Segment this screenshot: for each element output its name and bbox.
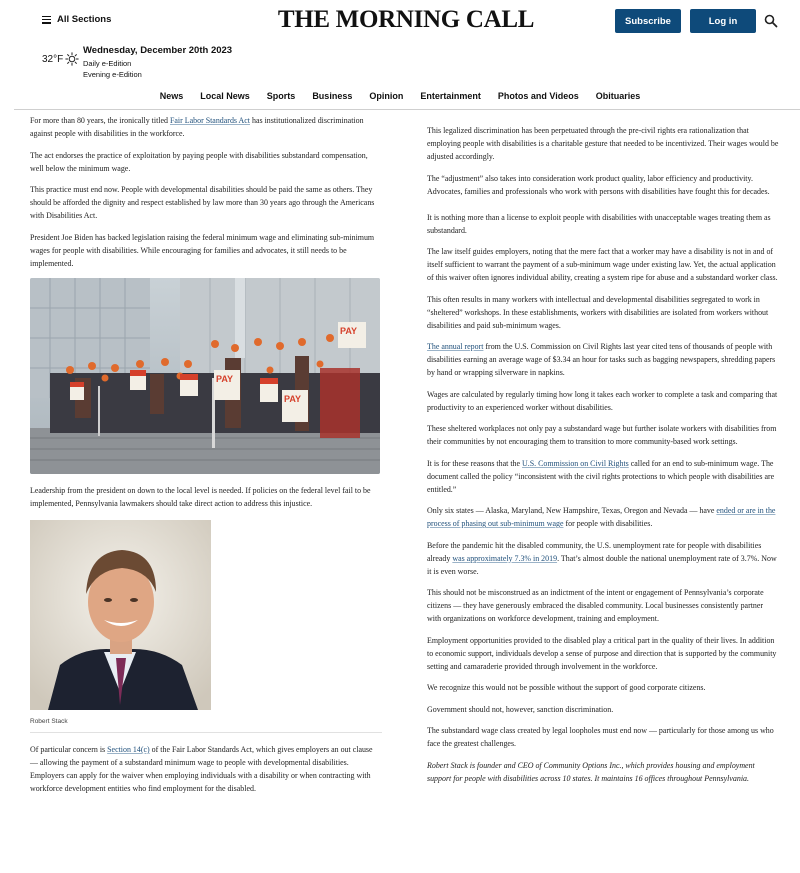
nav-sports[interactable]: Sports <box>266 91 296 101</box>
paragraph: Government should not, however, sanction discrimination. <box>427 704 614 714</box>
nav-photos-and-videos[interactable]: Photos and Videos <box>497 91 579 101</box>
paragraph: This legalized discrimination has been perpetuated through the pre-civil rights era rationalization that employing people with disabilities is a charitable gesture that needed to be incentivized. Their wages would be adjusted accordingly. <box>427 126 779 161</box>
fair-labor-standards-act-link[interactable]: Fair Labor Standards Act <box>169 116 251 125</box>
current-date: Wednesday, December 20th 2023 <box>83 45 233 56</box>
nav-entertainment[interactable]: Entertainment <box>420 91 481 101</box>
search-icon[interactable] <box>764 14 778 28</box>
paragraph: Before the pandemic hit the disabled community, the U.S. unemployment rate for people with disabilities already was approximately 7.3% in 2019. That’s almost double the national unemployment rate of 3.7%. Now it is even worse. <box>427 540 777 576</box>
paragraph: President Joe Biden has backed legislation raising the federal minimum wage and eliminating sub-minimum wages for people with disabilities. While encouraging for families and advocates, it still needs to be implemented. <box>30 232 375 268</box>
sun-icon <box>65 52 79 66</box>
paragraph: Only six states — Alaska, Maryland, New Hampshire, Texas, Oregon and Nevada — have ended or are in the process of phasing out sub-minimum wage for people with disabilities. <box>427 506 776 528</box>
all-sections-menu[interactable] <box>42 14 111 25</box>
phasing-out-link[interactable]: ended or are in the process of phasing out sub-minimum wage <box>427 506 776 528</box>
paragraph: This should not be misconstrued as an indictment of the intent or engagement of Pennsylvania’s corporate citizens — they have generously embraced the disabled community. Local businesses consistently partner with organizations on workforce development, training and employment. <box>427 588 764 623</box>
paragraph: We recognize this would not be possible without the support of good corporate citizens. <box>427 683 706 692</box>
daily-e-edition-link[interactable]: Daily e-Edition <box>83 59 132 68</box>
nav-business[interactable]: Business <box>312 91 353 101</box>
header-divider <box>14 109 800 110</box>
all-sections-label: All Sections <box>57 14 112 25</box>
author-bio: Robert Stack is founder and CEO of Community Options Inc., which provides housing and employment support for people with disabilities across 10 states. It maintains 16 offices throughout Pennsylvania. <box>427 760 755 783</box>
paragraph: It is for these reasons that the U.S. Commission on Civil Rights called for an end to sub-minimum wage. The document called the policy “inconsistent with the civil rights protections to which people with disabilities are entitled.” <box>427 458 775 494</box>
paragraph: Of particular concern is Section 14(c) of the Fair Labor Standards Act, which gives employers an out clause — allowing the payment of a substandard minimum wage to people with developmental disabilities. Employers can apply for the waiver when employing individuals with a disability or when contracting with workforce development entities who find employment for the disabled. <box>30 745 373 793</box>
nav-news[interactable]: News <box>159 91 184 101</box>
paragraph: The annual report from the U.S. Commission on Civil Rights last year cited tens of thousands of people with disabilities earning an average wage of $3.34 an hour for tasks such as bagging newspapers, shredding papers by hand or wrapping silverware in napkins. <box>427 342 776 377</box>
protest-sign-text: PAY <box>340 326 358 336</box>
paragraph: This practice must end now. People with developmental disabilities should be paid the same as others. They should be afforded the dignity and respect established by law more than 30 years ago through the Americans with Disabilities Act. <box>30 185 375 220</box>
annual-report-link[interactable]: The annual report <box>427 342 484 351</box>
article-column-left <box>30 114 382 804</box>
hamburger-icon <box>42 16 51 24</box>
nav-opinion[interactable]: Opinion <box>369 91 404 101</box>
login-button[interactable]: Log in <box>690 9 756 33</box>
civil-rights-commission-link[interactable]: U.S. Commission on Civil Rights <box>522 458 629 468</box>
paragraph: Wages are calculated by regularly timing how long it takes each worker to complete a task and comparing that productivity to an experienced worker without disabilities. <box>427 389 778 412</box>
paragraph: The act endorses the practice of exploitation by paying people with disabilities substandard compensation, well below the minimum wage. <box>30 150 368 173</box>
nav-obituaries[interactable]: Obituaries <box>595 91 641 101</box>
weather-widget <box>42 52 79 66</box>
paragraph: This often results in many workers with intellectual and developmental disabilities segregated to work in “sheltered” workshops. In these establishments, workers with disabilities are isolated from workers without disabilities and paid sub-minimum wages. <box>427 294 769 330</box>
nav-local-news[interactable]: Local News <box>200 91 250 101</box>
paragraph: Leadership from the president on down to the local level is needed. If policies on the federal level fail to be implemented, Pennsylvania lawmakers should take direct action to address this injustice. <box>30 486 371 508</box>
paragraph: The law itself guides employers, noting that the mere fact that a worker may have a disability is not in and of itself sufficient to warrant the payment of a sub-minimum wage under existing law. Yet, the actual application of this waiver often ignores individual ability, creating a system ripe for abuse and a substandard worker class. <box>427 247 778 282</box>
main-nav <box>0 91 800 101</box>
temperature: 32°F <box>42 53 64 65</box>
protest-photo[interactable] <box>30 278 380 474</box>
paragraph: It is nothing more than a license to exploit people with disabilities with unacceptable wages treating them as substandard. <box>427 212 771 235</box>
section-14c-link[interactable]: Section 14(c) <box>107 745 150 754</box>
portrait-caption: Robert Stack <box>30 718 382 733</box>
paragraph: The “adjustment” also takes into consideration work product quality, labor efficiency and productivity. Advocates, families and professionals who work with persons with disabilities have fought this for decades. <box>427 173 770 196</box>
subscribe-button[interactable]: Subscribe <box>615 9 681 33</box>
author-portrait[interactable] <box>30 520 211 710</box>
evening-e-edition-link[interactable]: Evening e-Edition <box>83 70 142 79</box>
date-edition-block <box>83 45 232 79</box>
protest-sign-text: PAY <box>284 394 302 404</box>
paragraph: The substandard wage class created by legal loopholes must end now — particularly for those among us who face the greatest challenges. <box>427 726 774 748</box>
paragraph: These sheltered workplaces not only pay a substandard wage but further isolate workers with disabilities from their communities by not encouraging them to transition to more community-based work settings. <box>427 424 777 446</box>
article-column-right <box>427 124 779 793</box>
paragraph: Employment opportunities provided to the disabled play a critical part in the quality of their lives. In addition to economic support, individuals develop a sense of purpose and direction that is supported by the community setting and camaraderie provided through involvement in the workforce. <box>427 635 777 671</box>
protest-sign-text: PAY <box>216 374 234 384</box>
paragraph: For more than 80 years, the ironically titled Fair Labor Standards Act has institutionalized discrimination against people with disabilities in the workforce. <box>30 116 364 138</box>
unemployment-rate-link[interactable]: was approximately 7.3% in 2019 <box>452 553 558 563</box>
masthead-logo[interactable]: THE MORNING CALL <box>277 6 535 33</box>
